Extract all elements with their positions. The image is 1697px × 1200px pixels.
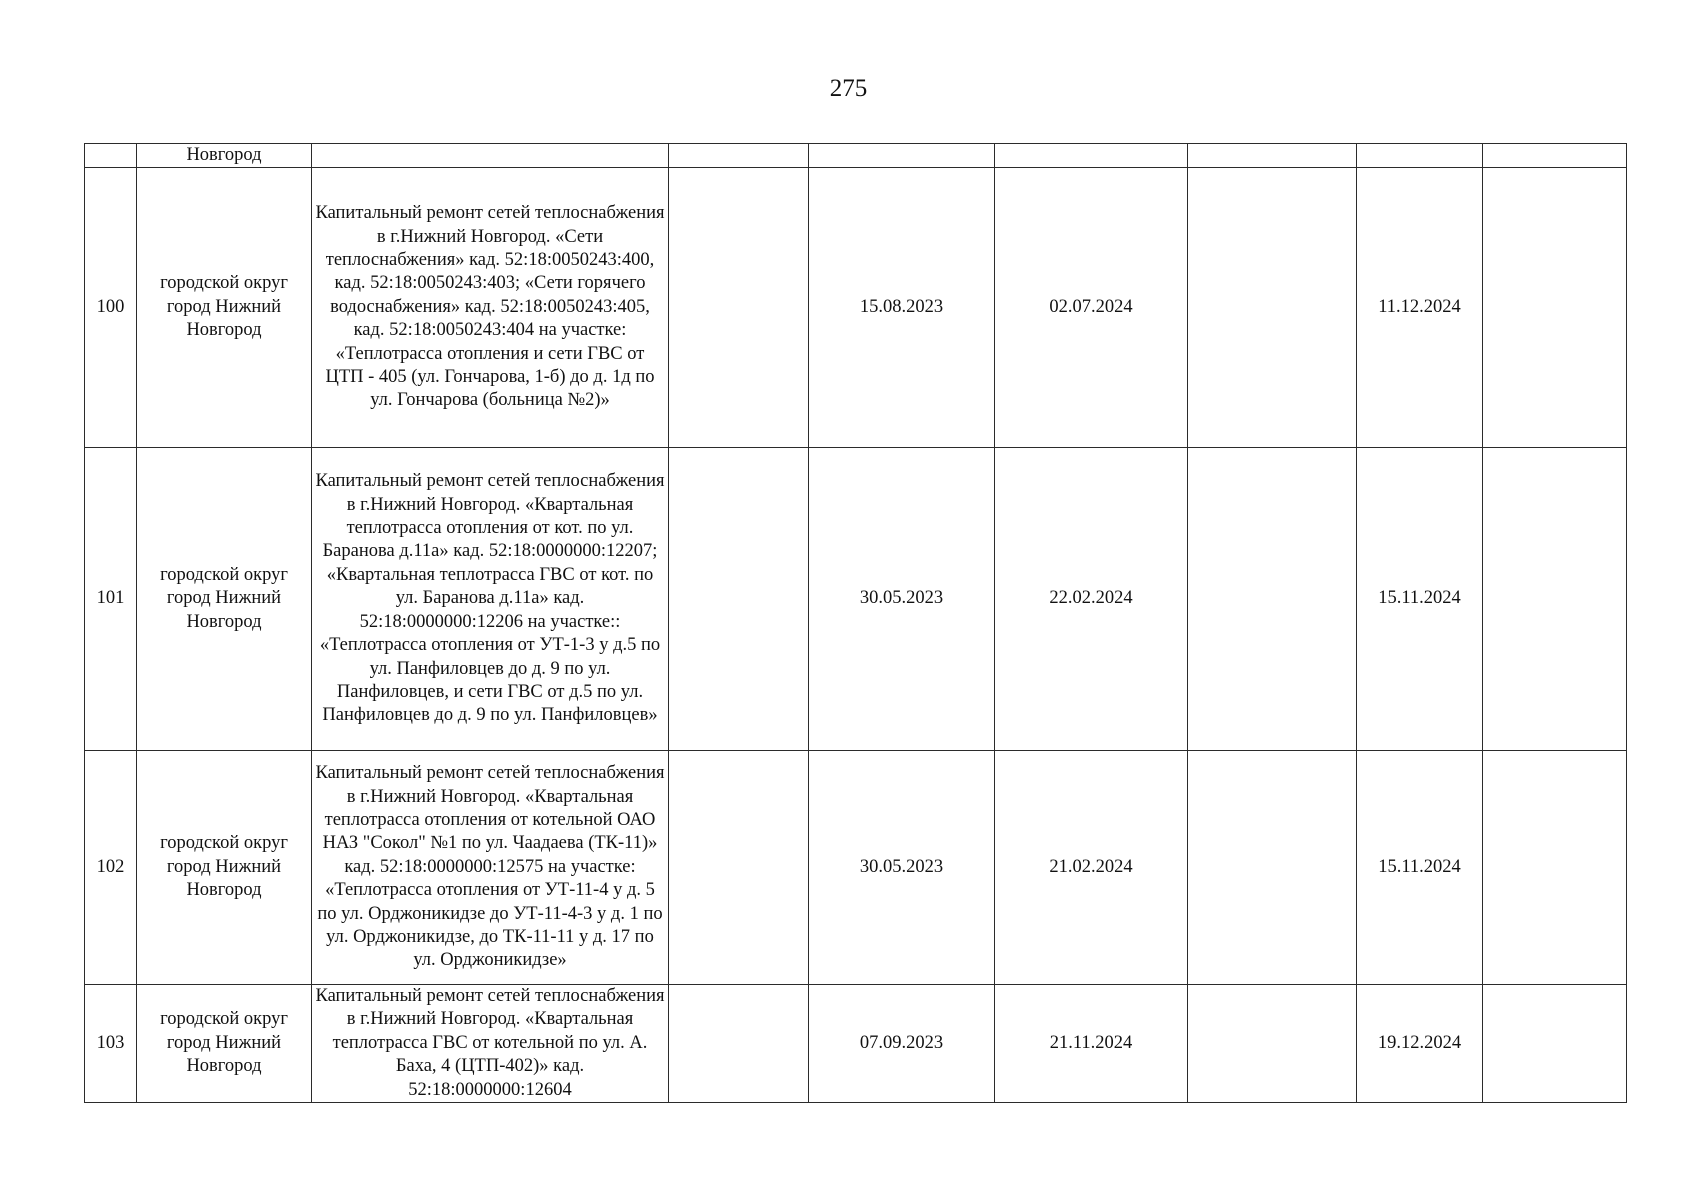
cell-date3 — [1357, 144, 1483, 168]
cell-col7 — [1188, 985, 1357, 1103]
cell-description: Капитальный ремонт сетей теплоснабжения в г.Нижний Новгород. «Сети теплоснабжения» кад. 52:18:0050243:400, кад. 52:18:0050243:403; «Сети горячего водоснабжения» кад. 52:18:0050243:405, кад. 52:18:0050243:404 на участке: «Теплотрасса отопления и сети ГВС от ЦТП - 405 (ул. Гончарова, 1-б) до д. 1д по ул. Гончарова (больница №2)» — [312, 168, 669, 448]
cell-date1: 30.05.2023 — [809, 751, 995, 985]
cell-municipality: городской округ город Нижний Новгород — [137, 751, 312, 985]
cell-col7 — [1188, 751, 1357, 985]
cell-date1 — [809, 144, 995, 168]
cell-municipality: Новгород — [137, 144, 312, 168]
cell-description: Капитальный ремонт сетей теплоснабжения в г.Нижний Новгород. «Квартальная теплотрасса отопления от кот. по ул. Баранова д.11а» кад. 52:18:0000000:12207; «Квартальная теплотрасса ГВС от кот. по ул. Баранова д.11а» кад. 52:18:0000000:12206 на участке:: «Теплотрасса отопления от УТ-1-3 у д.5 по ул. Панфиловцев до д. 9 по ул. Панфиловцев, и сети ГВС от д.5 по ул. Панфиловцев до д. 9 по ул. Панфиловцев» — [312, 448, 669, 751]
cell-col9 — [1483, 448, 1627, 751]
table-row — [85, 448, 1627, 751]
cell-num — [85, 144, 137, 168]
table-row — [85, 985, 1627, 1103]
cell-col9 — [1483, 751, 1627, 985]
cell-num: 103 — [85, 985, 137, 1103]
cell-num: 101 — [85, 448, 137, 751]
cell-date2: 02.07.2024 — [995, 168, 1188, 448]
cell-municipality: городской округ город Нижний Новгород — [137, 448, 312, 751]
cell-num: 102 — [85, 751, 137, 985]
cell-date1: 30.05.2023 — [809, 448, 995, 751]
cell-municipality: городской округ город Нижний Новгород — [137, 985, 312, 1103]
table-row-continued — [85, 144, 1627, 168]
cell-col4 — [669, 751, 809, 985]
cell-col9 — [1483, 144, 1627, 168]
table-row — [85, 168, 1627, 448]
cell-col7 — [1188, 168, 1357, 448]
cell-date3: 11.12.2024 — [1357, 168, 1483, 448]
page-number: 275 — [829, 75, 868, 102]
cell-description — [312, 144, 669, 168]
cell-date3: 15.11.2024 — [1357, 751, 1483, 985]
cell-date2 — [995, 144, 1188, 168]
cell-municipality: городской округ город Нижний Новгород — [137, 168, 312, 448]
cell-col4 — [669, 144, 809, 168]
cell-col9 — [1483, 168, 1627, 448]
cell-date1: 07.09.2023 — [809, 985, 995, 1103]
cell-date2: 21.02.2024 — [995, 751, 1188, 985]
data-table — [84, 143, 1627, 1103]
cell-date3: 19.12.2024 — [1357, 985, 1483, 1103]
cell-date1: 15.08.2023 — [809, 168, 995, 448]
cell-date2: 21.11.2024 — [995, 985, 1188, 1103]
cell-date2: 22.02.2024 — [995, 448, 1188, 751]
cell-num: 100 — [85, 168, 137, 448]
cell-col4 — [669, 985, 809, 1103]
cell-description: Капитальный ремонт сетей теплоснабжения в г.Нижний Новгород. «Квартальная теплотрасса ГВС от котельной по ул. А. Баха, 4 (ЦТП-402)» кад. 52:18:0000000:12604 — [312, 985, 669, 1103]
cell-description: Капитальный ремонт сетей теплоснабжения в г.Нижний Новгород. «Квартальная теплотрасса отопления от котельной ОАО НАЗ "Сокол" №1 по ул. Чаадаева (ТК-11)» кад. 52:18:0000000:12575 на участке: «Теплотрасса отопления от УТ-11-4 у д. 5 по ул. Орджоникидзе до УТ-11-4-3 у д. 1 по ул. Орджоникидзе, до ТК-11-11 у д. 17 по ул. Орджоникидзе» — [312, 751, 669, 985]
cell-col4 — [669, 448, 809, 751]
table-row — [85, 751, 1627, 985]
cell-date3: 15.11.2024 — [1357, 448, 1483, 751]
cell-col7 — [1188, 448, 1357, 751]
cell-col4 — [669, 168, 809, 448]
cell-col7 — [1188, 144, 1357, 168]
cell-col9 — [1483, 985, 1627, 1103]
